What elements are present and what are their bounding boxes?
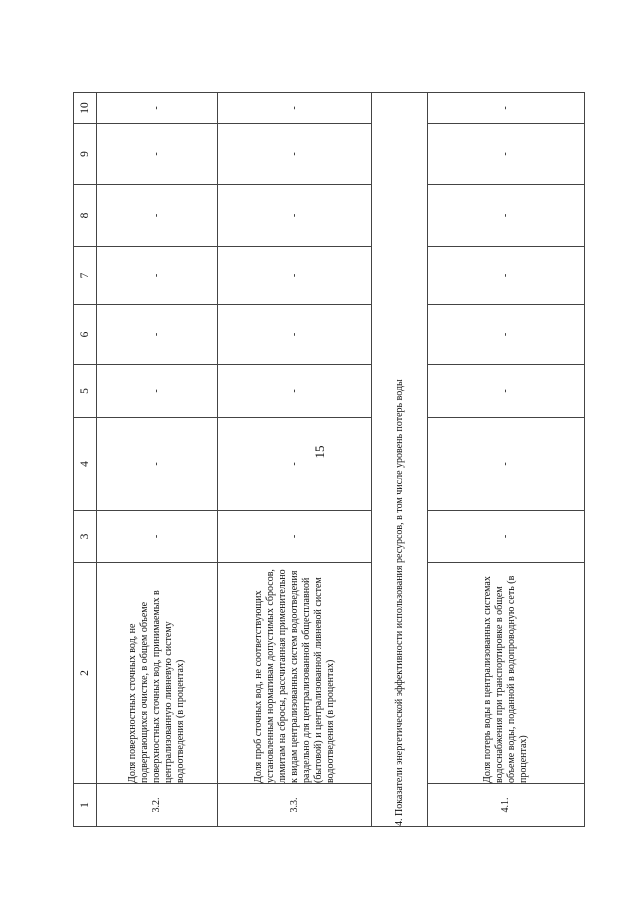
value-cell: - xyxy=(97,365,218,418)
header-cell: 3 xyxy=(74,511,97,563)
section-row xyxy=(372,93,428,827)
value-cell: - xyxy=(428,185,585,247)
value-cell: - xyxy=(97,185,218,247)
table-row xyxy=(97,93,218,827)
header-cell: 8 xyxy=(74,185,97,247)
section-title: 4. Показатели энергетической эффективности использования ресурсов, в том числе уровень потерь воды xyxy=(372,93,428,827)
value-cell: - xyxy=(218,305,372,365)
table-row xyxy=(428,93,585,827)
page-number: 15 xyxy=(312,445,327,459)
value-cell: - xyxy=(428,511,585,563)
row-description: Доля проб сточных вод, не соответствующих установленным нормативам допустимых сбросов, лимитам на сбросы, рассчитанная применительно к видам централизованных систем водоотведения раздельно для централизованной общесплавной (бытовой) и централизованной ливневой систем водоотведения (в процентах) xyxy=(218,563,372,784)
value-cell: - xyxy=(218,365,372,418)
header-cell: 6 xyxy=(74,305,97,365)
value-cell: - xyxy=(428,418,585,511)
value-cell: - xyxy=(428,93,585,124)
rotated-table-wrapper xyxy=(73,93,579,827)
value-cell: - xyxy=(428,124,585,185)
header-cell: 1 xyxy=(74,784,97,827)
value-cell: - xyxy=(97,124,218,185)
header-cell: 7 xyxy=(74,247,97,305)
header-cell: 5 xyxy=(74,365,97,418)
value-cell: - xyxy=(218,247,372,305)
indicators-table xyxy=(73,92,585,827)
value-cell: - xyxy=(218,185,372,247)
value-cell: - xyxy=(97,511,218,563)
value-cell: - xyxy=(428,247,585,305)
header-cell: 2 xyxy=(74,563,97,784)
value-cell: - xyxy=(218,124,372,185)
value-cell: - xyxy=(218,418,372,511)
header-cell: 10 xyxy=(74,93,97,124)
table-row xyxy=(218,93,372,827)
row-number: 3.2. xyxy=(97,784,218,827)
table-header-row xyxy=(74,93,97,827)
header-cell: 4 xyxy=(74,418,97,511)
value-cell: - xyxy=(97,305,218,365)
value-cell: - xyxy=(97,247,218,305)
value-cell: - xyxy=(218,93,372,124)
value-cell: - xyxy=(97,418,218,511)
value-cell: - xyxy=(428,365,585,418)
value-cell: - xyxy=(428,305,585,365)
row-number: 3.3. xyxy=(218,784,372,827)
value-cell: - xyxy=(97,93,218,124)
header-cell: 9 xyxy=(74,124,97,185)
row-description: Доля потерь воды в централизованных системах водоснабжения при транспортировке в общем объеме воды, поданной в водопроводную сеть (в процентах) xyxy=(428,563,585,784)
value-cell: - xyxy=(218,511,372,563)
row-description: Доля поверхностных сточных вод, не подвергающихся очистке, в общем объеме поверхностных сточных вод, принимаемых в централизованную ливневую систему водоотведения (в процентах) xyxy=(97,563,218,784)
row-number: 4.1. xyxy=(428,784,585,827)
